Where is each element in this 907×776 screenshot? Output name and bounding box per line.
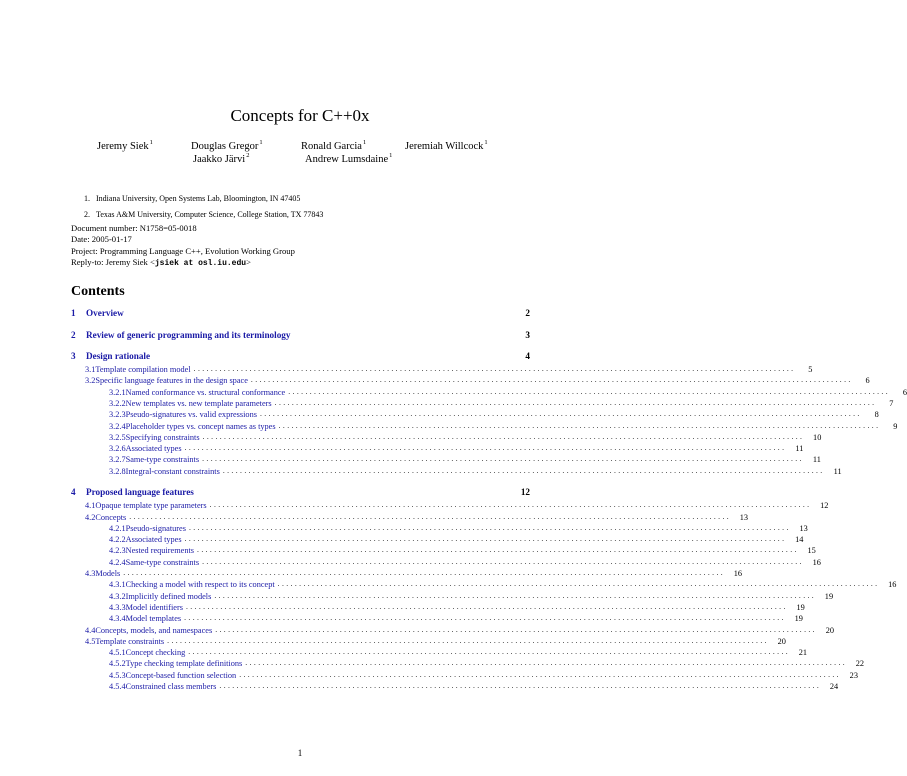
toc-entry-page: 12 [520,487,530,498]
toc-entry-number[interactable]: 4.2 [85,512,96,522]
toc-leader-dots: ............................................................................................................................................ [215,624,817,634]
toc-entry-page: 10 [813,432,822,442]
toc-entry[interactable] [71,679,839,691]
toc-entry-page: 8 [874,410,879,420]
toc-leader-dots: ............................................................................................................................................ [184,534,787,544]
toc-entry[interactable] [71,532,804,545]
toc-entry-number[interactable]: 4.3.3 [109,602,126,612]
toc-leader-dots: ............................................................................................................................................ [197,545,799,555]
toc-entry-title[interactable]: Implicitly defined models [125,591,212,601]
toc-entry-page: 14 [795,535,804,545]
toc-entry-title[interactable]: Model identifiers [125,602,183,612]
toc-leader-dots: ............................................................................................................................................ [250,375,853,385]
toc-entry-number[interactable]: 4.4 [85,625,96,635]
toc-entry[interactable] [71,543,816,556]
toc-entry-page: 11 [833,466,842,476]
toc-entry-number[interactable]: 3.2.4 [109,421,126,431]
author: Jeremy Siek$^1$ [97,139,153,152]
toc-entry-number[interactable]: 4.3.1 [109,580,126,590]
toc-entry-page: 6 [902,387,907,397]
toc-leader-dots: ............................................................................................................................................ [202,556,804,566]
toc-entry-page: 22 [855,659,865,669]
toc-entry-page: 16 [888,580,897,590]
affiliation: 1. Indiana University, Open Systems Lab, Bloomington, IN 47405 [84,194,301,203]
toc-entry[interactable] [71,577,897,590]
toc-entry-number[interactable]: 4.2.2 [109,535,126,545]
toc-entry-page: 2 [525,308,530,318]
toc-leader-dots: ............................................................................................................................................ [129,511,732,521]
toc-entry-page: 19 [824,591,834,601]
toc-entry[interactable] [71,611,803,624]
toc-entry-title[interactable]: Type checking template definitions [125,659,243,669]
toc-entry[interactable] [71,396,894,408]
toc-entry-page: 16 [812,557,821,567]
toc-leader-dots: ............................................................................................................................................ [123,568,726,577]
toc-entry-number[interactable]: 4.3.4 [109,614,126,624]
toc-entry-title[interactable]: Associated types [125,535,182,545]
toc-entry-title[interactable]: Nested requirements [125,546,195,556]
paper-title: Concepts for C++0x [230,106,370,125]
toc-leader-dots: ............................................................................................................................................ [239,669,841,679]
toc-entry[interactable] [71,349,530,361]
toc-entry-number[interactable]: 3.2.3 [109,410,126,420]
toc-entry-page: 3 [525,329,530,340]
toc-entry-title[interactable]: Concepts, models, and namespaces [95,625,213,635]
toc-entry-page: 21 [798,648,808,658]
toc-entry-page: 12 [820,501,829,511]
author: Jeremiah Willcock$^1$ [405,139,488,152]
toc-entry-title[interactable]: Pseudo-signatures [125,523,186,533]
toc-entry-title[interactable]: Proposed language features [86,487,194,498]
toc-entry-title[interactable]: Placeholder types vs. concept names as types [125,421,276,431]
toc-entry-number[interactable]: 3.2 [85,376,96,386]
toc-entry-page: 4 [525,351,530,361]
toc-leader-dots: ............................................................................................................................................ [209,500,812,510]
toc-leader-dots: ............................................................................................................................................ [193,364,796,373]
reply-email: jsiek at osl.iu.edu [154,259,247,269]
toc-entry-title[interactable]: Template compilation model [95,365,191,374]
toc-leader-dots: ............................................................................................................................................ [245,658,848,668]
toc-entry-number[interactable]: 4.5.1 [109,648,126,658]
toc-entry-title[interactable]: Constrained class members [125,682,217,691]
toc-entry[interactable] [71,328,530,340]
toc-entry[interactable] [71,464,842,476]
toc-entry[interactable] [71,385,907,397]
toc-entry-number[interactable]: 3.1 [85,365,96,374]
toc-entry[interactable] [71,656,865,669]
toc-entry-number[interactable]: 3.2.6 [109,444,126,454]
toc-entry[interactable] [71,306,530,318]
toc-leader-dots: ............................................................................................................................................ [278,420,881,430]
toc-entry[interactable] [71,419,898,431]
toc-leader-dots: ............................................................................................................................................ [219,681,822,690]
toc-entry-number[interactable]: 4.5 [85,636,96,646]
toc-entry-title[interactable]: Review of generic programming and its terminology [86,329,291,340]
contents-heading: Contents [71,284,125,299]
toc-entry-title[interactable]: Specific language features in the design space [95,376,248,386]
toc-entry-page: 23 [849,670,858,680]
toc-entry[interactable] [71,498,829,511]
toc-entry-number[interactable]: 4.2.3 [109,546,126,556]
toc-entry[interactable] [71,634,786,646]
toc-entry-page: 19 [794,614,803,624]
author: Andrew Lumsdaine$^1$ [305,152,393,165]
toc-leader-dots: ............................................................................................................................................ [288,386,891,396]
toc-entry-page: 19 [796,602,805,612]
toc-entry-title[interactable]: Opaque template type parameters [95,501,207,511]
toc-entry-title[interactable]: Integral-constant constraints [125,466,220,476]
toc-entry-number[interactable]: 3 [71,351,76,361]
toc-leader-dots: ............................................................................................................................................ [188,522,791,532]
toc-entry-title[interactable]: Concepts [95,512,127,522]
toc-entry-page: 7 [889,398,894,408]
toc-entry-page: 13 [739,512,749,522]
toc-entry-title[interactable]: Same-type constraints [125,455,200,465]
toc-entry[interactable] [71,555,821,567]
toc-entry-number[interactable]: 4.2.1 [109,523,126,533]
toc-leader-dots: ............................................................................................................................................ [167,635,769,645]
toc-entry-number[interactable]: 3.2.7 [109,455,126,465]
toc-entry[interactable] [71,362,813,374]
toc-entry-title[interactable]: Models [95,569,121,578]
toc-entry-number[interactable]: 3.2.8 [109,466,126,476]
toc-entry-title[interactable]: Named conformance vs. structural conformance [125,387,286,397]
toc-entry-title[interactable]: Model templates [125,614,182,624]
toc-entry-title[interactable]: Concept-based function selection [125,670,237,680]
toc-entry-number[interactable]: 3.2.5 [109,432,126,442]
toc-entry-number[interactable]: 3.2.2 [109,398,126,408]
toc-entry[interactable] [71,645,808,658]
author: Ronald Garcia$^1$ [301,139,367,152]
toc-entry-page: 11 [812,455,821,465]
author: Douglas Gregor$^1$ [191,139,263,152]
toc-entry-title[interactable]: Design rationale [86,351,151,361]
toc-leader-dots: ............................................................................................................................................ [188,647,791,657]
toc-entry-title[interactable]: Associated types [125,444,182,454]
toc-leader-dots: ............................................................................................................................................ [184,443,787,453]
toc-entry[interactable] [71,589,834,601]
toc-entry-number[interactable]: 4.5.4 [109,682,126,691]
toc-leader-dots: ............................................................................................................................................ [202,431,805,441]
toc-entry-title[interactable]: Same-type constraints [125,557,200,567]
toc-entry-title[interactable]: New templates vs. new template parameters [125,398,272,408]
toc-entry[interactable] [71,441,804,454]
toc-entry[interactable] [71,668,858,680]
toc-entry-title[interactable]: Concept checking [125,648,186,658]
document-date: Date: 2005-01-17 [71,234,132,245]
toc-entry-number[interactable]: 4.5.3 [109,670,126,680]
toc-entry-page: 9 [893,421,898,431]
toc-leader-dots: ............................................................................................................................................ [214,590,817,600]
author: Jaakko Järvi$^2$ [193,152,250,165]
document-number: Document number: N1758=05-0018 [71,223,197,233]
toc-entry-page: 11 [795,444,804,454]
toc-entry-title[interactable]: Pseudo-signatures vs. valid expressions [125,410,257,420]
toc-entry-number[interactable]: 3.2.1 [109,387,126,397]
toc-entry[interactable] [71,566,743,578]
toc-entry-number[interactable]: 4.2.4 [109,557,126,567]
toc-entry-title[interactable]: Overview [86,308,124,318]
toc-entry[interactable] [71,452,821,465]
toc-entry-number[interactable]: 2 [71,329,76,340]
toc-leader-dots: ............................................................................................................................................ [185,601,788,611]
toc-entry[interactable] [71,600,805,612]
toc-entry-title[interactable]: Template constraints [95,636,165,646]
page-number: 1 [297,748,303,758]
toc-leader-dots: ............................................................................................................................................ [202,454,804,464]
toc-leader-dots: ............................................................................................................................................ [222,465,825,475]
toc-entry[interactable] [71,373,870,386]
toc-entry-page: 24 [829,682,839,691]
toc-entry-page: 20 [825,625,834,635]
toc-leader-dots: ............................................................................................................................................ [259,409,862,419]
toc-entry-number[interactable]: 1 [71,308,76,318]
toc-leader-dots: ............................................................................................................................................ [277,579,880,589]
document-project: Project: Programming Language C++, Evolution Working Group [71,245,295,256]
toc-entry-page: 5 [808,365,813,374]
toc-entry-page: 13 [799,523,808,533]
toc-entry-page: 16 [733,569,743,578]
toc-entry-title[interactable]: Specifying constraints [125,432,200,442]
toc-entry[interactable] [71,430,822,442]
toc-entry[interactable] [71,485,530,497]
toc-entry-number[interactable]: 4.3 [85,569,96,578]
toc-entry-number[interactable]: 4 [71,487,76,498]
toc-leader-dots: ............................................................................................................................................ [274,397,877,407]
reply-to: Reply-to: Jeremy Siek <jsiek at osl.iu.edu> [71,257,251,269]
affiliation: 2. Texas A&M University, Computer Science, College Station, TX 77843 [84,210,324,219]
toc-entry-number[interactable]: 4.5.2 [109,659,126,669]
toc-entry[interactable] [71,623,834,635]
toc-entry-page: 15 [807,546,816,556]
toc-entry-page: 20 [777,636,786,646]
toc-entry[interactable] [71,521,808,533]
toc-entry[interactable] [71,407,879,420]
toc-entry-number[interactable]: 4.1 [85,501,96,511]
toc-leader-dots: ............................................................................................................................................ [184,613,786,623]
toc-entry[interactable] [71,510,749,522]
toc-entry-number[interactable]: 4.3.2 [109,591,126,601]
toc-entry-page: 6 [865,376,870,386]
toc-entry-title[interactable]: Checking a model with respect to its concept [125,580,275,590]
